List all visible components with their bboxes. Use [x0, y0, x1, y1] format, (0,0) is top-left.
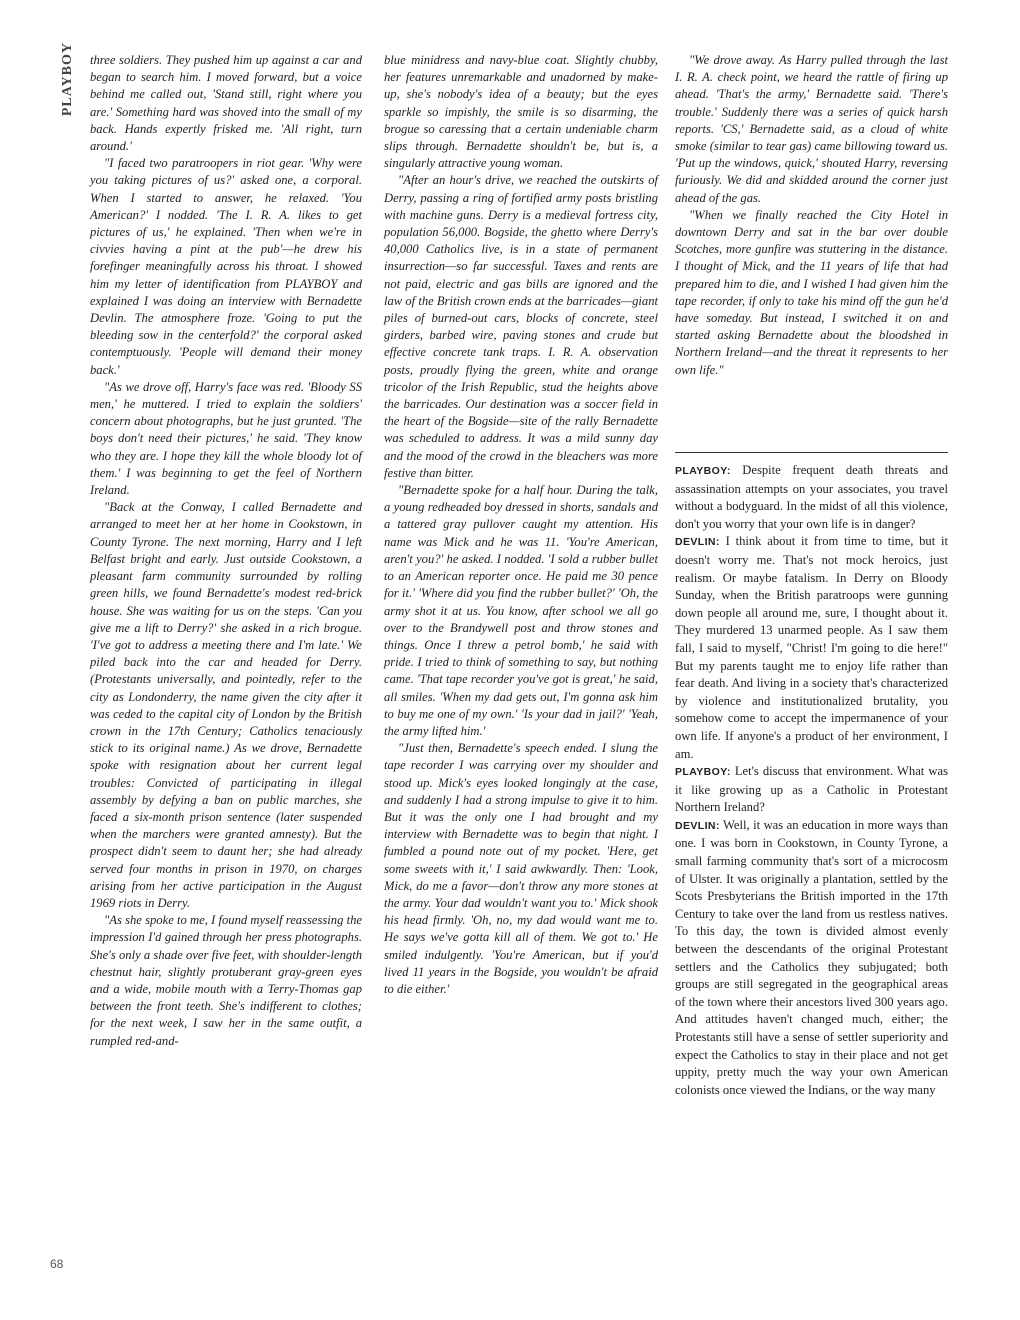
page-number: 68: [50, 1257, 64, 1271]
interview-text: Let's discuss that environment. What was it like growing up as a Catholic in Protestant Northern Ireland?: [675, 764, 948, 815]
narrative-column-3: [675, 52, 948, 379]
interview-exchange: [675, 817, 948, 1100]
magazine-brand: PLAYBOY: [60, 42, 75, 117]
interview-text: I think about it from time to time, but it doesn't worry me. That's not mock heroics, just realism. Or maybe fatalism. In Derry on Bloody Sunday, when the British paratroops were gunning down people all around me, sure, I thought about it. They murdered 13 unarmed people. As I saw them fall, I said to myself, "Christ! I'm going to die here!" But my parents taught me to enjoy life rather than fear death. And living in a society that's characterized by violence and institutionalized brutality, you somehow come to accept the impermanence of your own life. If anyone's a product of her environment, I am.: [675, 534, 948, 761]
interview-column: [675, 462, 948, 1099]
interview-exchange: [675, 462, 948, 533]
paragraph: "As she spoke to me, I found myself reassessing the impression I'd gained through her press photographs. She's only a shade over five feet, with shoulder-length chestnut hair, slightly protuberant gray-green eyes and a wide, mobile mouth with a Terry-Thomas gap between the front teeth. She's indifferent to clothes; for the next week, I saw her in the same outfit, a rumpled red-and-: [90, 913, 362, 1048]
speaker-label: PLAYBOY:: [675, 766, 731, 779]
narrative-column-1: [90, 52, 362, 1050]
interview-exchange: [675, 533, 948, 763]
narrative-column-2: [384, 52, 658, 998]
paragraph: "Just then, Bernadette's speech ended. I slung the tape recorder I was carrying over my shoulder and stood up. Mick's eyes looked longingly at the case, and suddenly I had a strong impulse to give it to him. But it was the only one I had brought and my interview with Bernadette was to begin that night. I fumbled a pound note out of my pocket. 'Here, get some sweets with it,' I said awkwardly. Then: 'Look, Mick, do me a favor—don't throw any more stones at the army. Your dad wouldn't want you to.' Mick shook his head firmly. 'Oh, no, my dad would want me to. He says we've gotta kill all of them. We got to.' He smiled indulgently. 'You're American, but if you'd lived 11 years in the Bogside, you wouldn't be afraid to die either.': [384, 741, 658, 996]
paragraph: "When we finally reached the City Hotel in downtown Derry and sat in the bar over double Scotches, more gunfire was stuttering in the distance. I thought of Mick, and the 11 years of life that had prepared him to die, and I wished I had given him the tape recorder, if only to take his mind off the gun he'd have someday. But instead, I switched it on and started asking Bernadette about the bloodshed in Northern Ireland—and the threat it represents to her own life.": [675, 207, 948, 377]
paragraph: blue minidress and navy-blue coat. Slightly chubby, her features unremarkable and unadorned by make-up, she's nobody's idea of a beauty; but the eyes sparkle so impishly, the smile is so disarming, the brogue so caressing that a certain undeniable charm slips through. Bernadette shouldn't be, but is, a singularly attractive young woman.: [384, 53, 658, 171]
section-divider: [675, 452, 948, 453]
paragraph: "Back at the Conway, I called Bernadette and arranged to meet her at her home in Cookstown, in County Tyrone. The next morning, Harry and I left Belfast bright and early. Just outside Cookstown, a pleasant farm community surrounded by rolling green hills, we found Bernadette's modest red-brick house. She was waiting for us on the steps. 'Can you give me a lift to Derry?' she asked in a rich brogue. 'I've got to address a meeting there and I'm late.' We piled back into the car and headed for Derry. (Protestants universally, and pointedly, refer to the city as Londonderry, the name given the city after it was ceded to the capital city of London by the British crown in the 17th Century; Catholics tenaciously stick to its original name.) As we drove, Bernadette spoke with resignation about her current legal troubles: Convicted of participating in illegal assembly by defying a ban on public marches, she faced a six-month prison sentence (later suspended when the marchers were granted amnesty). But the prospect didn't seem to daunt her; she had already served four months in prison in 1970, on charges arising from her active participation in the August 1969 riots in Derry.: [90, 500, 362, 910]
paragraph: three soldiers. They pushed him up against a car and began to search him. I moved forward, but a voice behind me called out, 'Stand still, right where you are.' Something hard was shoved into the small of my back. Hands expertly frisked me. 'All right, turn around.': [90, 53, 362, 154]
speaker-label: DEVLIN:: [675, 536, 720, 549]
interview-exchange: [675, 763, 948, 817]
paragraph: "I faced two paratroopers in riot gear. 'Why were you taking pictures of us?' asked one, a corporal. When I started to answer, he relaxed. 'You American?' I nodded. 'The I. R. A. likes to get pictures of us,' he explained. 'Then when we're in civvies having a pint at the pub'—he drew his forefinger meaningfully across his throat. I showed him my letter of identification from PLAYBOY and explained I was doing an interview with Bernadette Devlin. The atmosphere froze. 'Going to put the bleeding sow in the centerfold?' the corporal asked contemptuously. 'People will demand their money back.': [90, 156, 362, 377]
paragraph: "Bernadette spoke for a half hour. During the talk, a young redheaded boy dressed in shorts, sandals and a tattered gray pullover caught my attention. His name was Mick and he was 11. 'You're American, aren't you?' he asked. I nodded. 'I sold a rubber bullet to an American reporter once. He paid me 30 pence for it.' 'Where did you find the rubber bullet?' 'Oh, the army shot it at us. You know, after school we all go over to the Brandywell post and throw stones and things. Once I threw a petrol bomb,' he said with pride. I tried to think of something to say, but nothing came. 'That tape recorder you've got is great,' he said, all smiles. 'When my dad gets out, I'm gonna ask him to buy me one of my own.' 'Is your dad in jail?' 'Yeah, the army lifted him.': [384, 483, 658, 738]
speaker-label: PLAYBOY:: [675, 465, 731, 477]
paragraph: "As we drove off, Harry's face was red. 'Bloody SS men,' he muttered. I tried to explain the soldiers' concern about photographs, but he just grunted. 'The boys don't need their pictures,' he said. 'They know who they are. I hope they kill the whole bloody lot of them.' I was beginning to get the feel of Northern Ireland.: [90, 379, 362, 498]
interview-text: Well, it was an education in more ways than one. I was born in Cookstown, in County Tyrone, a small farming community that's sort of a microcosm of Ulster. It was originally a plantation, settled by the Scots Presbyterians the British imported in the 17th Century to take over the land from us restless natives. To this day, the town is divided almost evenly between the descendants of the original Protestant settlers and the Catholics they subjugated; both groups are still segregated in the geographical areas of the town where their ancestors lived 300 years ago. And attitudes haven't changed much, either; the Protestants still have a sense of settler superiority and expect the Catholics to stay in their place and not get uppity, pretty much the way your own American colonists once viewed the Indians, or the way many: [675, 817, 948, 1097]
speaker-label: DEVLIN:: [675, 819, 720, 832]
paragraph: "We drove away. As Harry pulled through the last I. R. A. check point, we heard the rattle of firing up ahead. 'That's the army,' Bernadette said. 'There's trouble.' Suddenly there was a series of quick harsh reports. 'CS,' Bernadette said, as a cloud of white smoke (similar to tear gas) came billowing toward us. 'Put up the windows, quick,' shouted Harry, reversing furiously. We did and skidded around the corner just ahead of the gas.: [675, 53, 948, 205]
paragraph: "After an hour's drive, we reached the outskirts of Derry, passing a ring of fortified army posts bristling with machine guns. Derry is a medieval fortress city, population 56,000. Bogside, the ghetto where Derry's 40,000 Catholics live, is in a state of permanent insurrection—so far successful. Taxes and rents are not paid, electric and gas bills are ignored and the law of the British crown ends at the barricades—giant piles of burned-out cars, blocks of concrete, steel girders, barbed wire, paving stones and crude but effective concrete tank traps. I. R. A. observation posts, proudly flying the green, white and orange tricolor of the Irish Republic, stud the heights above the barricades. Our destination was a soccer field in the heart of the Bogside—site of the rally Bernadette was scheduled to address. It was a mild sunny day and the mood of the crowd in the bleachers was more festive than bitter.: [384, 173, 658, 480]
interview-text: Despite frequent death threats and assassination attempts on your associates, you travel without a bodyguard. In the midst of all this violence, don't you worry that your own life is in danger?: [675, 463, 949, 531]
